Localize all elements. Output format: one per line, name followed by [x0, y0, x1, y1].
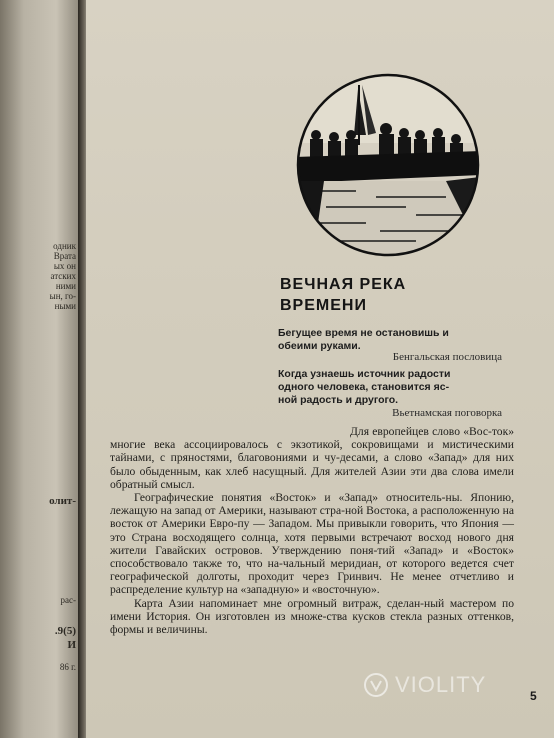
violity-logo-icon	[363, 672, 389, 698]
left-page-fragment: И	[67, 639, 76, 651]
epigraph-line: одного человека, становится яс-	[278, 381, 450, 393]
left-page-fragment: ых он	[53, 261, 76, 271]
left-page-fragment: рас-	[60, 595, 76, 605]
epigraph-line: обеими руками.	[278, 340, 361, 352]
paragraph: Карта Азии напоминает мне огромный витраж, сделан-ный мастером по имени История. Он изготовлен из множе-ства кусков стекла разных оттенков, формы и величины.	[110, 596, 514, 637]
epigraph-text	[278, 368, 540, 407]
paragraph: Географические понятия «Восток» и «Запад» относитель-ны. Японию, лежащую на запад от Америки, называют стра-ной Востока, а расположенную на восток от Америки Евро-пу — Западом. Мы привыкли говорить, что Япония — это Страна восходящего солнца, хотя первыми встречают восход нового дня жители Гавайских островов. Утверждению поня-тий «Запад» и «Восток» способствовало также то, что на-чальный меридиан, от которого ведется счет географической долготы, проходит через Гринвич. Не менее отчетливо и распределение культур на «западную» и «восточную».	[110, 491, 514, 597]
chapter-title	[280, 274, 540, 316]
left-page-edge	[0, 0, 80, 738]
boat-illustration-icon	[296, 73, 480, 257]
right-page	[86, 0, 554, 738]
left-page-fragment: ын, го-	[49, 291, 76, 301]
epigraph-text	[278, 327, 540, 353]
page-number: 5	[530, 689, 537, 703]
left-page-fragment: атских	[50, 271, 76, 281]
left-page-fragment: Врата	[53, 251, 76, 261]
left-page-fragment: 86 г.	[59, 662, 76, 672]
epigraph-source: Вьетнамская поговорка	[392, 407, 502, 419]
chapter-title-line: ВЕЧНАЯ РЕКА	[280, 276, 407, 293]
epigraph-line: Бегущее время не остановишь и	[278, 327, 449, 339]
watermark-text: VIOLITY	[395, 672, 487, 697]
chapter-title-line: ВРЕМЕНИ	[280, 297, 367, 314]
left-page-fragment: олит-	[49, 495, 76, 507]
body-text	[110, 425, 514, 636]
left-page-fragment: ними	[55, 281, 76, 291]
left-page-fragment: .9(5)	[54, 625, 76, 637]
paragraph: Для европейцев слово «Вос-ток» многие века ассоциировалось с экзотикой, сокровищами и мистическими тайнами, с пряностями, благовониями и чу-десами, а слово «Запад» для них было обыденным, как хлеб насущный. Для жителей Азии эти два слова имели обратный смысл.	[110, 425, 514, 491]
epigraph-line: ной радость и другого.	[278, 394, 399, 406]
left-page-fragment: ными	[54, 301, 76, 311]
epigraph-source: Бенгальская пословица	[392, 351, 502, 363]
epigraph-line: Когда узнаешь источник радости	[278, 368, 451, 380]
left-page-fragment: одник	[53, 241, 76, 251]
